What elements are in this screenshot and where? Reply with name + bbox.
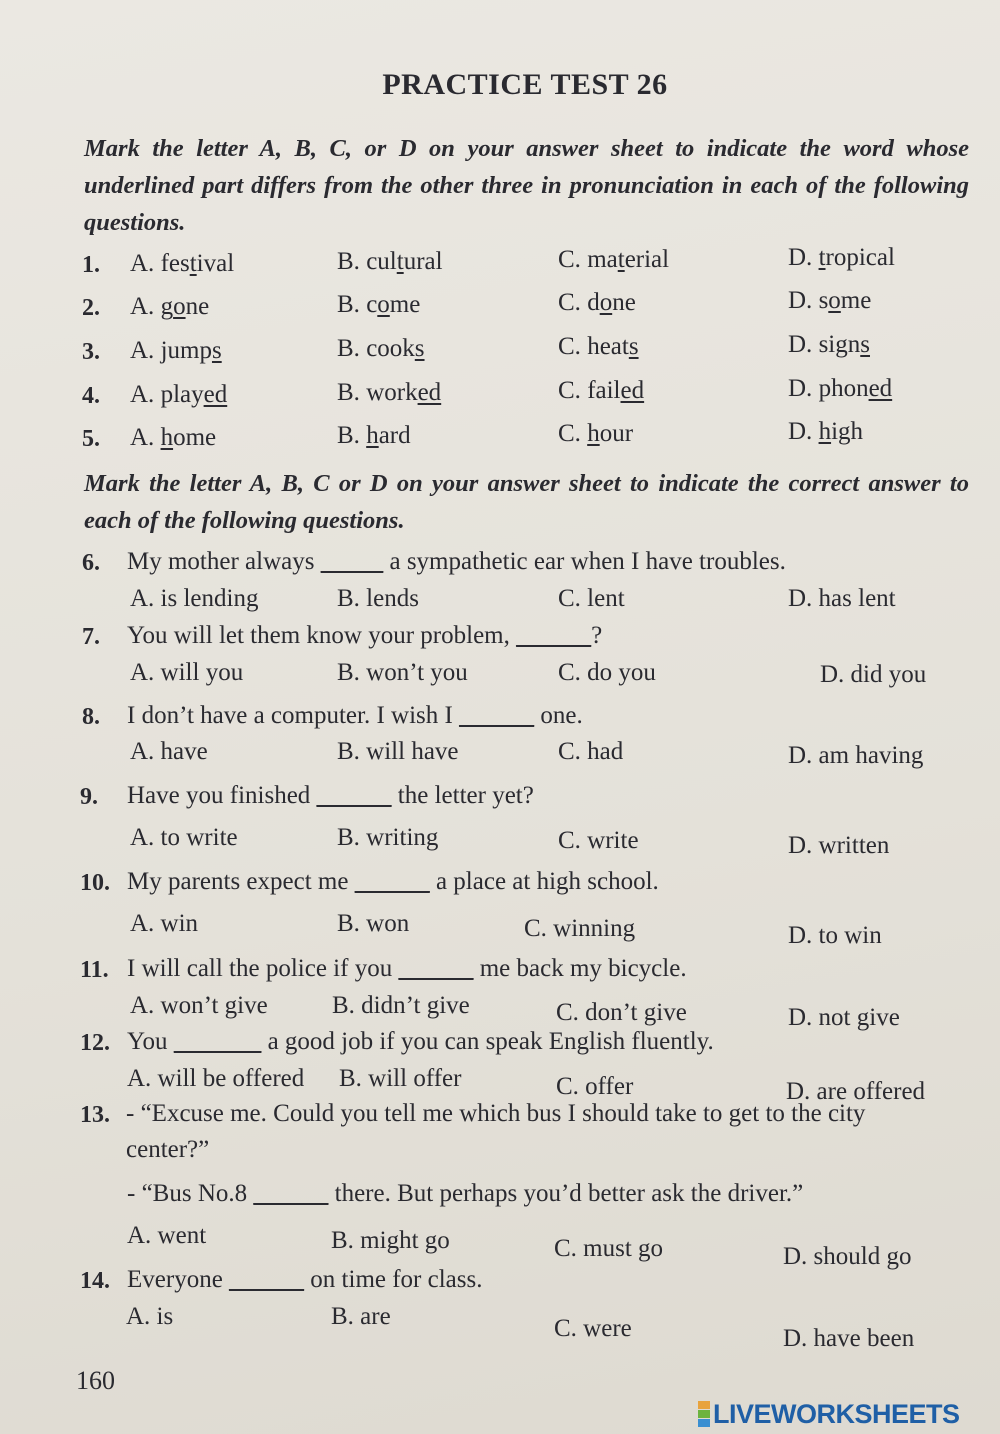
word-part: jump bbox=[160, 337, 212, 364]
question-stem bbox=[127, 782, 534, 810]
option-letter: A. bbox=[130, 293, 155, 320]
answer-option[interactable]: A. is lending bbox=[130, 585, 259, 612]
answer-option[interactable] bbox=[337, 422, 411, 450]
underlined-part: o bbox=[173, 293, 186, 320]
question-number: 4. bbox=[82, 383, 100, 409]
underlined-part: ed bbox=[417, 379, 442, 406]
underlined-part: t bbox=[396, 248, 404, 275]
answer-option[interactable]: B. didn’t give bbox=[332, 992, 470, 1019]
option-letter: A. bbox=[130, 337, 155, 364]
question-stem-continued: center?” bbox=[126, 1136, 210, 1163]
option-letter: D. bbox=[788, 244, 813, 271]
word-part: fail bbox=[587, 377, 621, 404]
stem-text: a good job if you can speak English fluently. bbox=[261, 1028, 714, 1055]
option-letter: B. bbox=[337, 291, 360, 318]
answer-option[interactable] bbox=[558, 289, 636, 317]
answer-option[interactable]: A. will be offered bbox=[127, 1065, 305, 1092]
question-number: 5. bbox=[82, 426, 100, 452]
underlined-part: h bbox=[160, 424, 174, 451]
answer-option[interactable]: D. did you bbox=[820, 661, 927, 688]
question-number: 9. bbox=[80, 784, 98, 810]
option-letter: A. bbox=[130, 381, 155, 408]
answer-option[interactable]: C. had bbox=[558, 738, 624, 765]
word-part: our bbox=[599, 420, 634, 447]
question-number: 13. bbox=[80, 1102, 110, 1128]
question-stem bbox=[127, 955, 687, 983]
answer-blank[interactable]: _______ bbox=[173, 1028, 262, 1055]
word-part: me bbox=[840, 287, 872, 314]
answer-blank[interactable]: ______ bbox=[253, 1180, 329, 1207]
pronunciation-instruction: Mark the letter A, B, C, or D on your answer sheet to indicate the word whose underlined part differs from the other three in pronunciation in each of the following questions. bbox=[84, 135, 969, 236]
question-number: 11. bbox=[80, 957, 109, 983]
option-letter: D. bbox=[788, 418, 813, 445]
liveworksheets-logo bbox=[698, 1398, 998, 1430]
stem-text: a place at high school. bbox=[429, 868, 659, 895]
question-number: 7. bbox=[82, 624, 100, 650]
word-part: ne bbox=[185, 293, 210, 320]
option-letter: C. bbox=[558, 333, 581, 360]
underlined-part: t bbox=[617, 246, 625, 273]
answer-option[interactable] bbox=[558, 377, 644, 405]
answer-blank[interactable]: _____ bbox=[320, 548, 384, 575]
word-part: ne bbox=[612, 289, 636, 316]
answer-option[interactable]: A. is bbox=[126, 1303, 174, 1330]
word-part: fes bbox=[160, 250, 190, 277]
question-stem bbox=[127, 1028, 714, 1056]
word-part: play bbox=[160, 381, 204, 408]
answer-option[interactable] bbox=[788, 287, 871, 315]
answer-option[interactable]: C. do you bbox=[558, 659, 656, 686]
answer-option[interactable]: C. offer bbox=[556, 1073, 634, 1100]
answer-option[interactable]: D. has lent bbox=[788, 585, 896, 612]
answer-option[interactable] bbox=[788, 418, 863, 446]
stem-text: My mother always bbox=[127, 548, 321, 575]
word-part: cul bbox=[366, 248, 397, 275]
answer-option[interactable]: A. won’t give bbox=[130, 992, 268, 1019]
underlined-part: o bbox=[377, 291, 390, 318]
answer-option[interactable] bbox=[788, 331, 870, 359]
answer-option[interactable] bbox=[337, 248, 443, 276]
underlined-part: h bbox=[366, 422, 379, 449]
question-stem bbox=[127, 548, 786, 576]
grammar-instruction: Mark the letter A, B, C or D on your answer sheet to indicate the correct answer to each of the following questions. bbox=[84, 470, 969, 534]
stem-text: My parents expect me bbox=[127, 868, 355, 895]
question-stem bbox=[127, 1180, 803, 1208]
word-part: ural bbox=[403, 248, 443, 275]
underlined-part: s bbox=[211, 337, 222, 364]
stem-text: You will let them know your problem, bbox=[127, 622, 517, 649]
answer-option[interactable]: B. writing bbox=[337, 824, 439, 851]
option-letter: B. bbox=[337, 335, 360, 362]
option-letter: D. bbox=[788, 287, 813, 314]
word-part: me bbox=[389, 291, 421, 318]
page-number: 160 bbox=[76, 1366, 115, 1395]
underlined-part: s bbox=[860, 331, 870, 358]
word-part: d bbox=[587, 289, 600, 316]
answer-option[interactable]: D. not give bbox=[788, 1004, 900, 1031]
stem-text: on time for class. bbox=[304, 1266, 483, 1293]
answer-blank[interactable]: ______ bbox=[316, 782, 392, 809]
option-letter: C. bbox=[558, 420, 581, 447]
option-letter: D. bbox=[788, 331, 813, 358]
answer-option[interactable] bbox=[130, 337, 222, 365]
word-part: ival bbox=[196, 250, 235, 277]
word-part: work bbox=[366, 379, 418, 406]
underlined-part: s bbox=[628, 333, 639, 360]
liveworksheets-logo-icon bbox=[698, 1401, 710, 1427]
stem-text: the letter yet? bbox=[391, 782, 534, 809]
stem-text: - “Bus No.8 bbox=[127, 1180, 254, 1207]
answer-option[interactable]: B. will offer bbox=[339, 1065, 462, 1092]
answer-option[interactable] bbox=[337, 291, 420, 319]
answer-option[interactable] bbox=[558, 333, 639, 361]
word-part: ome bbox=[173, 424, 217, 451]
answer-blank[interactable]: ______ bbox=[459, 702, 535, 729]
underlined-part: ed bbox=[620, 377, 645, 404]
word-part: ropical bbox=[825, 244, 895, 271]
answer-option[interactable]: A. have bbox=[130, 738, 208, 765]
underlined-part: s bbox=[414, 335, 425, 362]
answer-option[interactable]: B. are bbox=[331, 1303, 391, 1330]
option-letter: C. bbox=[558, 246, 581, 273]
answer-option[interactable] bbox=[788, 244, 895, 272]
answer-option[interactable]: C. winning bbox=[524, 915, 636, 942]
option-letter: B. bbox=[337, 379, 360, 406]
option-letter: C. bbox=[558, 289, 581, 316]
word-part: g bbox=[160, 293, 174, 320]
option-letter: B. bbox=[337, 248, 360, 275]
answer-option[interactable]: A. win bbox=[130, 910, 199, 937]
answer-option[interactable]: C. lent bbox=[558, 585, 625, 612]
option-letter: B. bbox=[337, 422, 360, 449]
answer-blank[interactable]: ______ bbox=[516, 622, 592, 649]
question-stem bbox=[127, 1266, 482, 1294]
stem-text: a sympathetic ear when I have troubles. bbox=[383, 548, 786, 575]
option-letter: A. bbox=[130, 250, 155, 277]
question-stem bbox=[127, 622, 602, 650]
answer-option[interactable] bbox=[558, 246, 669, 274]
answer-option[interactable] bbox=[558, 420, 633, 448]
option-letter: A. bbox=[130, 424, 155, 451]
word-part: ard bbox=[378, 422, 411, 449]
stem-text: one. bbox=[534, 702, 583, 729]
answer-option[interactable] bbox=[130, 381, 227, 409]
word-part: erial bbox=[624, 246, 670, 273]
answer-option[interactable] bbox=[337, 335, 425, 363]
underlined-part: o bbox=[828, 287, 841, 314]
answer-option[interactable]: B. won bbox=[337, 910, 410, 937]
underlined-part: o bbox=[599, 289, 613, 316]
word-part: sign bbox=[818, 331, 861, 358]
underlined-part: t bbox=[818, 244, 826, 271]
page-title: PRACTICE TEST 26 bbox=[382, 68, 668, 101]
word-part: heat bbox=[587, 333, 629, 360]
liveworksheets-logo-text: LIVEWORKSHEETS bbox=[713, 1398, 960, 1429]
question-stem bbox=[127, 868, 659, 896]
answer-option[interactable]: B. might go bbox=[331, 1227, 450, 1254]
question-number: 2. bbox=[82, 295, 100, 321]
underlined-part: h bbox=[587, 420, 600, 447]
answer-option[interactable] bbox=[130, 424, 216, 452]
option-letter: D. bbox=[788, 375, 813, 402]
answer-option[interactable] bbox=[337, 379, 441, 407]
answer-option[interactable]: D. am having bbox=[788, 742, 924, 769]
answer-option[interactable]: C. were bbox=[554, 1315, 632, 1342]
answer-option[interactable]: D. have been bbox=[783, 1325, 915, 1352]
stem-text: ? bbox=[591, 622, 603, 649]
question-number: 10. bbox=[80, 870, 110, 896]
underlined-part: ed bbox=[203, 381, 228, 408]
answer-option[interactable]: C. write bbox=[558, 827, 639, 854]
stem-text: there. But perhaps you’d better ask the driver.” bbox=[328, 1180, 804, 1207]
answer-option[interactable]: B. will have bbox=[337, 738, 459, 765]
question-stem bbox=[127, 702, 583, 730]
question-number: 6. bbox=[82, 550, 100, 576]
question-number: 3. bbox=[82, 339, 100, 365]
answer-option[interactable]: C. must go bbox=[554, 1235, 664, 1262]
word-part: ma bbox=[587, 246, 618, 273]
stem-text: I don’t have a computer. I wish I bbox=[127, 702, 460, 729]
option-letter: C. bbox=[558, 377, 581, 404]
answer-option[interactable]: A. went bbox=[127, 1222, 207, 1249]
underlined-part: t bbox=[189, 250, 197, 277]
answer-option[interactable] bbox=[130, 293, 209, 321]
answer-option[interactable]: A. will you bbox=[130, 659, 244, 686]
question-stem: - “Excuse me. Could you tell me which bus I should take to get to the city bbox=[126, 1100, 866, 1127]
question-number: 14. bbox=[80, 1268, 110, 1294]
answer-option[interactable]: A. to write bbox=[130, 824, 238, 851]
question-number: 8. bbox=[82, 704, 100, 730]
word-part: phon bbox=[818, 375, 869, 402]
answer-option[interactable]: D. written bbox=[788, 832, 890, 859]
answer-option[interactable]: D. to win bbox=[788, 922, 882, 949]
question-number: 12. bbox=[80, 1030, 110, 1056]
stem-text: Everyone bbox=[127, 1266, 230, 1293]
answer-blank[interactable]: ______ bbox=[229, 1266, 305, 1293]
word-part: cook bbox=[366, 335, 415, 362]
answer-option[interactable] bbox=[130, 250, 234, 278]
question-number: 1. bbox=[82, 252, 100, 278]
answer-option[interactable]: C. don’t give bbox=[556, 999, 687, 1026]
stem-text: me back my bicycle. bbox=[473, 955, 687, 982]
answer-blank[interactable]: ______ bbox=[354, 868, 430, 895]
stem-text: Have you finished bbox=[127, 782, 317, 809]
answer-option[interactable]: B. won’t you bbox=[337, 659, 468, 686]
word-part: c bbox=[366, 291, 378, 318]
underlined-part: h bbox=[818, 418, 832, 445]
answer-option[interactable] bbox=[788, 375, 892, 403]
word-part: igh bbox=[831, 418, 864, 445]
stem-text: You bbox=[127, 1028, 174, 1055]
stem-text: I will call the police if you bbox=[127, 955, 399, 982]
answer-option[interactable]: B. lends bbox=[337, 585, 419, 612]
word-part: s bbox=[818, 287, 829, 314]
answer-blank[interactable]: ______ bbox=[398, 955, 474, 982]
underlined-part: ed bbox=[868, 375, 893, 402]
answer-option[interactable]: D. should go bbox=[783, 1243, 912, 1270]
answer-option[interactable]: D. are offered bbox=[786, 1078, 926, 1105]
